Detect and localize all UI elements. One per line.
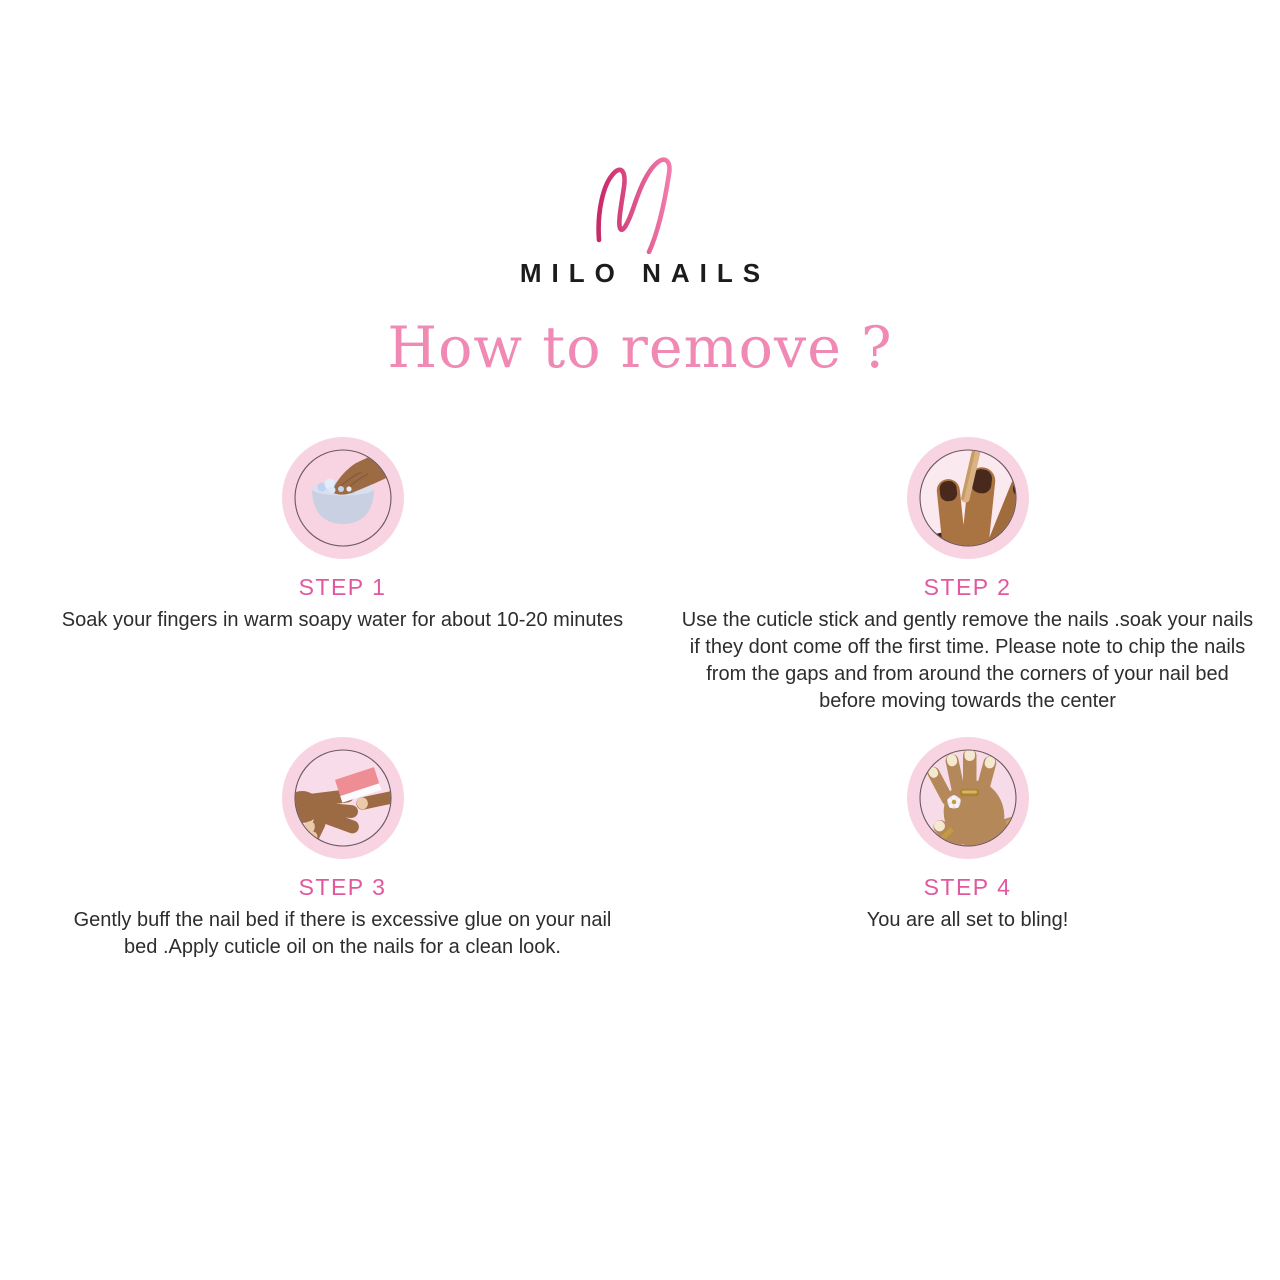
step-description: Soak your fingers in warm soapy water for about 10-20 minutes <box>61 609 624 631</box>
soak-fingers-in-bowl-icon <box>282 437 404 559</box>
step-label: STEP 3 <box>298 874 387 900</box>
step-description: Gently buff the nail bed if there is excessive glue on your nail bed .Apply cuticle oil on the nails for a clean look. <box>73 909 612 958</box>
step-label: STEP 4 <box>923 874 1012 900</box>
step-label: STEP 1 <box>298 574 387 600</box>
page-title: How to remove ? <box>387 315 893 381</box>
step-description: Use the cuticle stick and gently remove the nails .soak your nails if they dont come off the first time. Please note to chip the nails from the gaps and from around the corners of your nail bed before moving towards the center <box>681 609 1254 712</box>
step-card-4 <box>655 737 1280 961</box>
step-card-1 <box>30 437 655 715</box>
buff-nail-bed-icon <box>282 737 404 859</box>
milo-monogram-logo-icon <box>594 150 686 254</box>
steps-grid <box>0 437 1280 961</box>
step-card-3 <box>30 737 655 961</box>
brand-name: MILO NAILS <box>519 258 771 288</box>
step-card-2 <box>655 437 1280 715</box>
step-description: You are all set to bling! <box>866 909 1069 931</box>
step-label: STEP 2 <box>923 574 1012 600</box>
header <box>0 0 1280 289</box>
cuticle-stick-remove-nails-icon <box>907 437 1029 559</box>
bling-hand-with-rings-icon <box>907 737 1029 859</box>
